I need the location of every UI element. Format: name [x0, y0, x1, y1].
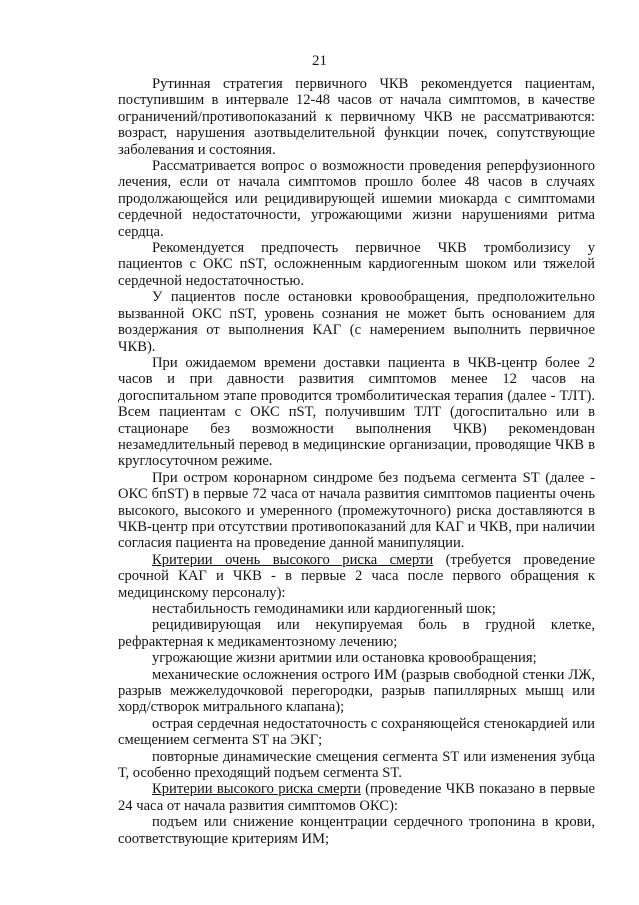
paragraph-text: Рассматривается вопрос о возможности проведения реперфузионного лечения, если от начала симптомов прошло более 48 часов в случаях продолжающейся или рецидивирующей ишемии миокарда с симптомами сердечной недостаточности, угрожающими жизни нарушениями ритма сердца.	[118, 158, 595, 240]
paragraph-3	[118, 240, 595, 289]
criteria-heading-high-risk: Критерии высокого риска смерти	[152, 781, 361, 798]
paragraph-text: При остром коронарном синдроме без подъема сегмента ST (далее - ОКС бпST) в первые 72 часа от начала развития симптомов пациенты очень высокого, высокого и умеренного (промежуточного) риска доставляются в ЧКВ-центр при отсутствии противопоказаний для КАГ и ЧКВ, при наличии согласия пациента на проведение данной манипуляции.	[118, 469, 595, 552]
paragraph-15	[118, 814, 595, 847]
criteria-heading-very-high-risk: Критерии очень высокого риска смерти	[152, 551, 434, 568]
paragraph-text: механические осложнения острого ИМ (разрыв свободной стенки ЛЖ, разрыв межжелудочковой перегородки, разрыв папиллярных мышц или хорд/створок митрального клапана);	[118, 666, 595, 716]
paragraph-14	[118, 781, 595, 814]
paragraph-12	[118, 716, 595, 749]
document-body	[118, 76, 595, 847]
paragraph-text: подъем или снижение концентрации сердечного тропонина в крови, соответствующие критериям ИМ;	[118, 814, 595, 847]
paragraph-text: нестабильность гемодинамики или кардиогенный шок;	[152, 601, 496, 617]
paragraph-9	[118, 617, 595, 650]
paragraph-8	[118, 601, 595, 617]
page-number: 21	[312, 53, 327, 69]
paragraph-7	[118, 552, 595, 601]
paragraph-4	[118, 289, 595, 355]
paragraph-text: угрожающие жизни аритмии или остановка кровообращения;	[152, 650, 537, 667]
paragraph-6	[118, 470, 595, 552]
paragraph-text: У пациентов после остановки кровообращения, предположительно вызванной ОКС пST, уровень сознания не может быть основанием для воздержания от выполнения КАГ (с намерением выполнить первичное ЧКВ).	[118, 289, 595, 355]
paragraph-text: (проведение ЧКВ показано в первые 24 часа от начала развития симптомов ОКС):	[118, 781, 595, 814]
paragraph-11	[118, 667, 595, 716]
paragraph-13	[118, 749, 595, 782]
paragraph-text: (требуется проведение срочной КАГ и ЧКВ - в первые 2 часа после первого обращения к медицинскому персоналу):	[118, 551, 596, 601]
paragraph-text: рецидивирующая или некупируемая боль в грудной клетке, рефрактерная к медикаментозному лечению;	[118, 617, 595, 650]
paragraph-text: повторные динамические смещения сегмента ST или изменения зубца Т, особенно преходящий подъем сегмента ST.	[118, 748, 595, 782]
paragraph-10	[118, 650, 595, 666]
paragraph-text: Рекомендуется предпочесть первичное ЧКВ тромболизису у пациентов с ОКС пST, осложненным кардиогенным шоком или тяжелой сердечной недостаточностью.	[118, 240, 595, 289]
paragraph-1	[118, 76, 595, 158]
paragraph-5	[118, 355, 595, 470]
paragraph-text: острая сердечная недостаточность с сохраняющейся стенокардией или смещением сегмента ST на ЭКГ;	[118, 715, 595, 749]
paragraph-text: Рутинная стратегия первичного ЧКВ рекомендуется пациентам, поступившим в интервале 12-48 часов от начала симптомов, в качестве ограничений/противопоказаний к первичному ЧКВ не рассматриваются: возраст, нарушения азотвыделительной функции почек, сопутствующие заболевания и состояния.	[118, 76, 595, 158]
paragraph-text: При ожидаемом времени доставки пациента в ЧКВ-центр более 2 часов и при давности развития симптомов менее 12 часов на догоспитальном этапе проводится тромболитическая терапия (далее - ТЛТ). Всем пациентам с ОКС пST, получившим ТЛТ (догоспитально или в стационаре без возможности выполнения ЧКВ) рекомендован незамедлительный перевод в медицинские организации, проводящие ЧКВ в круглосуточном режиме.	[118, 354, 595, 470]
paragraph-2	[118, 158, 595, 240]
